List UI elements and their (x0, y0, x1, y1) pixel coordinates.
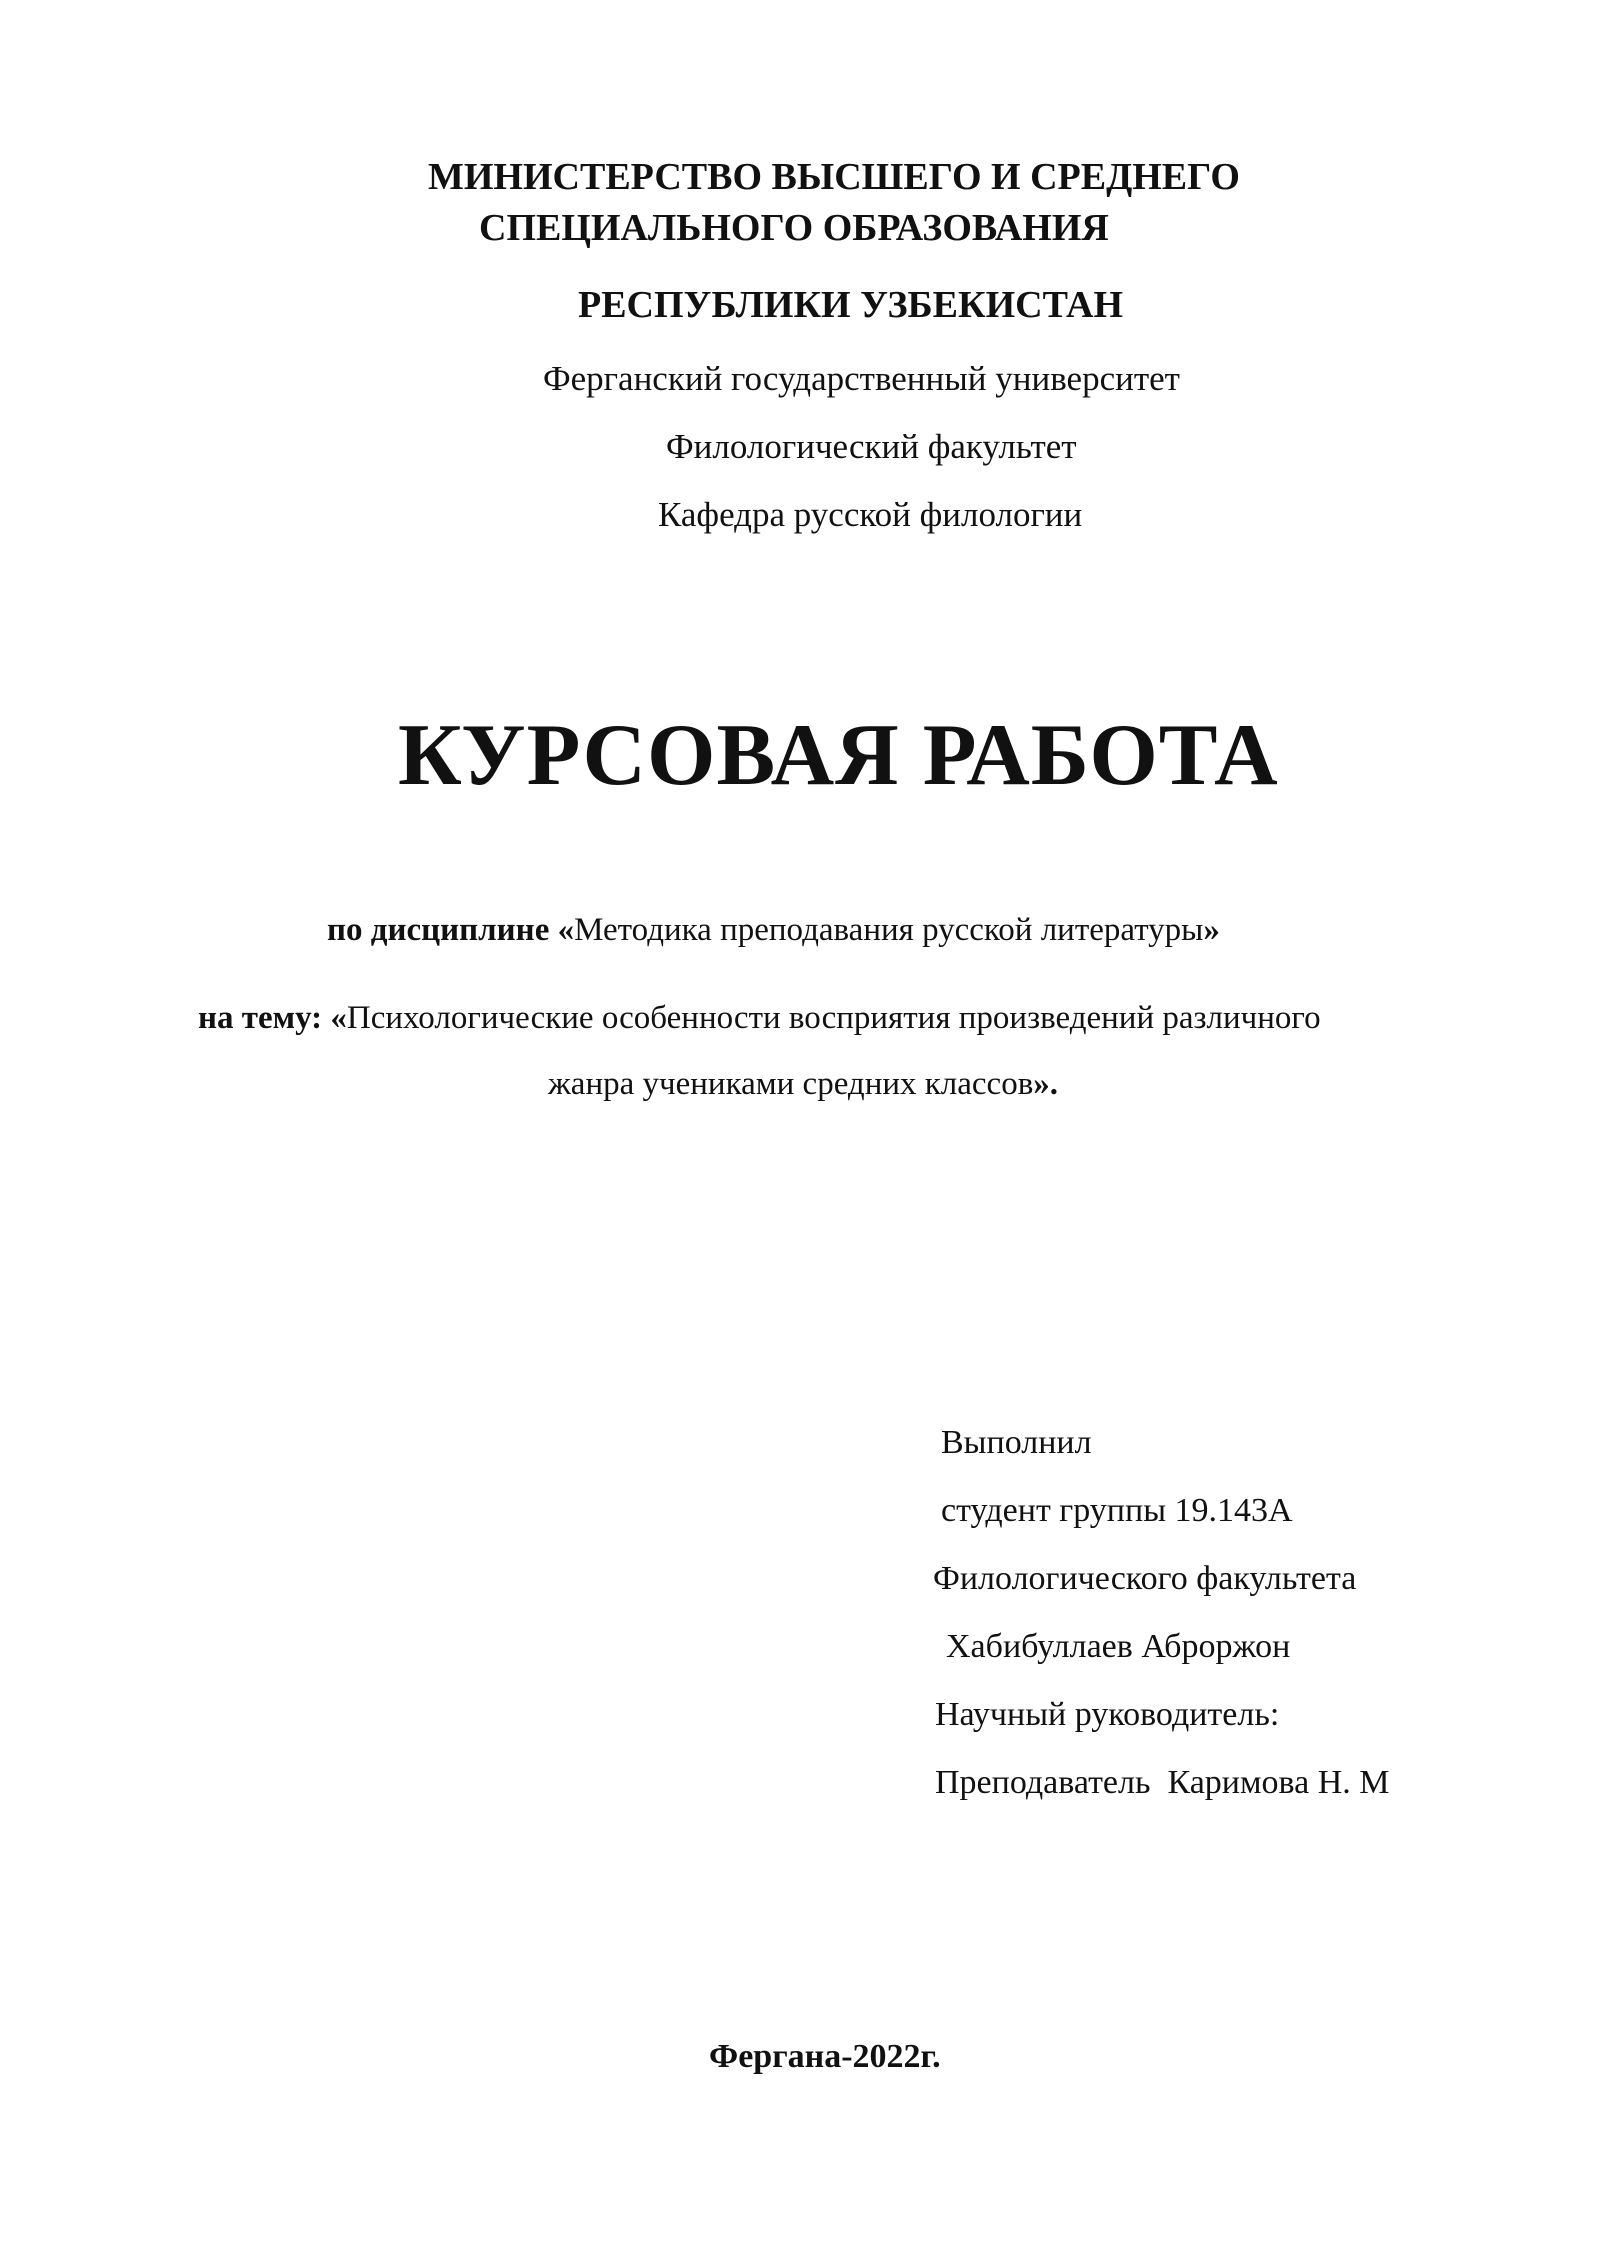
topic-open-quote: « (330, 1000, 347, 1036)
discipline-value: Методика преподавания русской литературы (574, 912, 1204, 948)
discipline-open-quote: « (557, 912, 575, 948)
supervisor-name: Преподаватель Каримова Н. М (935, 1764, 1390, 1801)
ministry-line-1: МИНИСТЕРСТВО ВЫСШЕГО И СРЕДНЕГО (428, 156, 1240, 198)
student-name: Хабибуллаев Аброржон (946, 1628, 1291, 1665)
faculty-name: Филологический факультет (666, 427, 1077, 466)
student-group: студент группы 19.143А (941, 1492, 1293, 1529)
topic-text-2: жанра учениками средних классов (548, 1066, 1034, 1102)
topic-label: на тему: (198, 1000, 323, 1036)
student-faculty: Филологического факультета (933, 1560, 1357, 1597)
city-year: Фергана-2022г. (709, 2038, 941, 2075)
university-name: Ферганский государственный университет (543, 359, 1180, 398)
discipline-line (327, 914, 1220, 947)
discipline-label: по дисциплине (327, 912, 550, 948)
supervisor-label: Научный руководитель: (935, 1696, 1280, 1733)
document-title: КУРСОВАЯ РАБОТА (398, 707, 1279, 804)
department-name: Кафедра русской филологии (658, 495, 1083, 534)
ministry-line-3: РЕСПУБЛИКИ УЗБЕКИСТАН (578, 284, 1124, 326)
topic-line-1 (198, 1002, 1321, 1035)
discipline-close-quote: » (1203, 912, 1220, 948)
ministry-line-2: СПЕЦИАЛЬНОГО ОБРАЗОВАНИЯ (479, 207, 1109, 249)
topic-line-2 (548, 1068, 1058, 1101)
performed-label: Выполнил (941, 1424, 1092, 1461)
topic-close-quote: ». (1033, 1066, 1059, 1102)
topic-text-1: Психологические особенности восприятия произведений различного (346, 1000, 1321, 1036)
